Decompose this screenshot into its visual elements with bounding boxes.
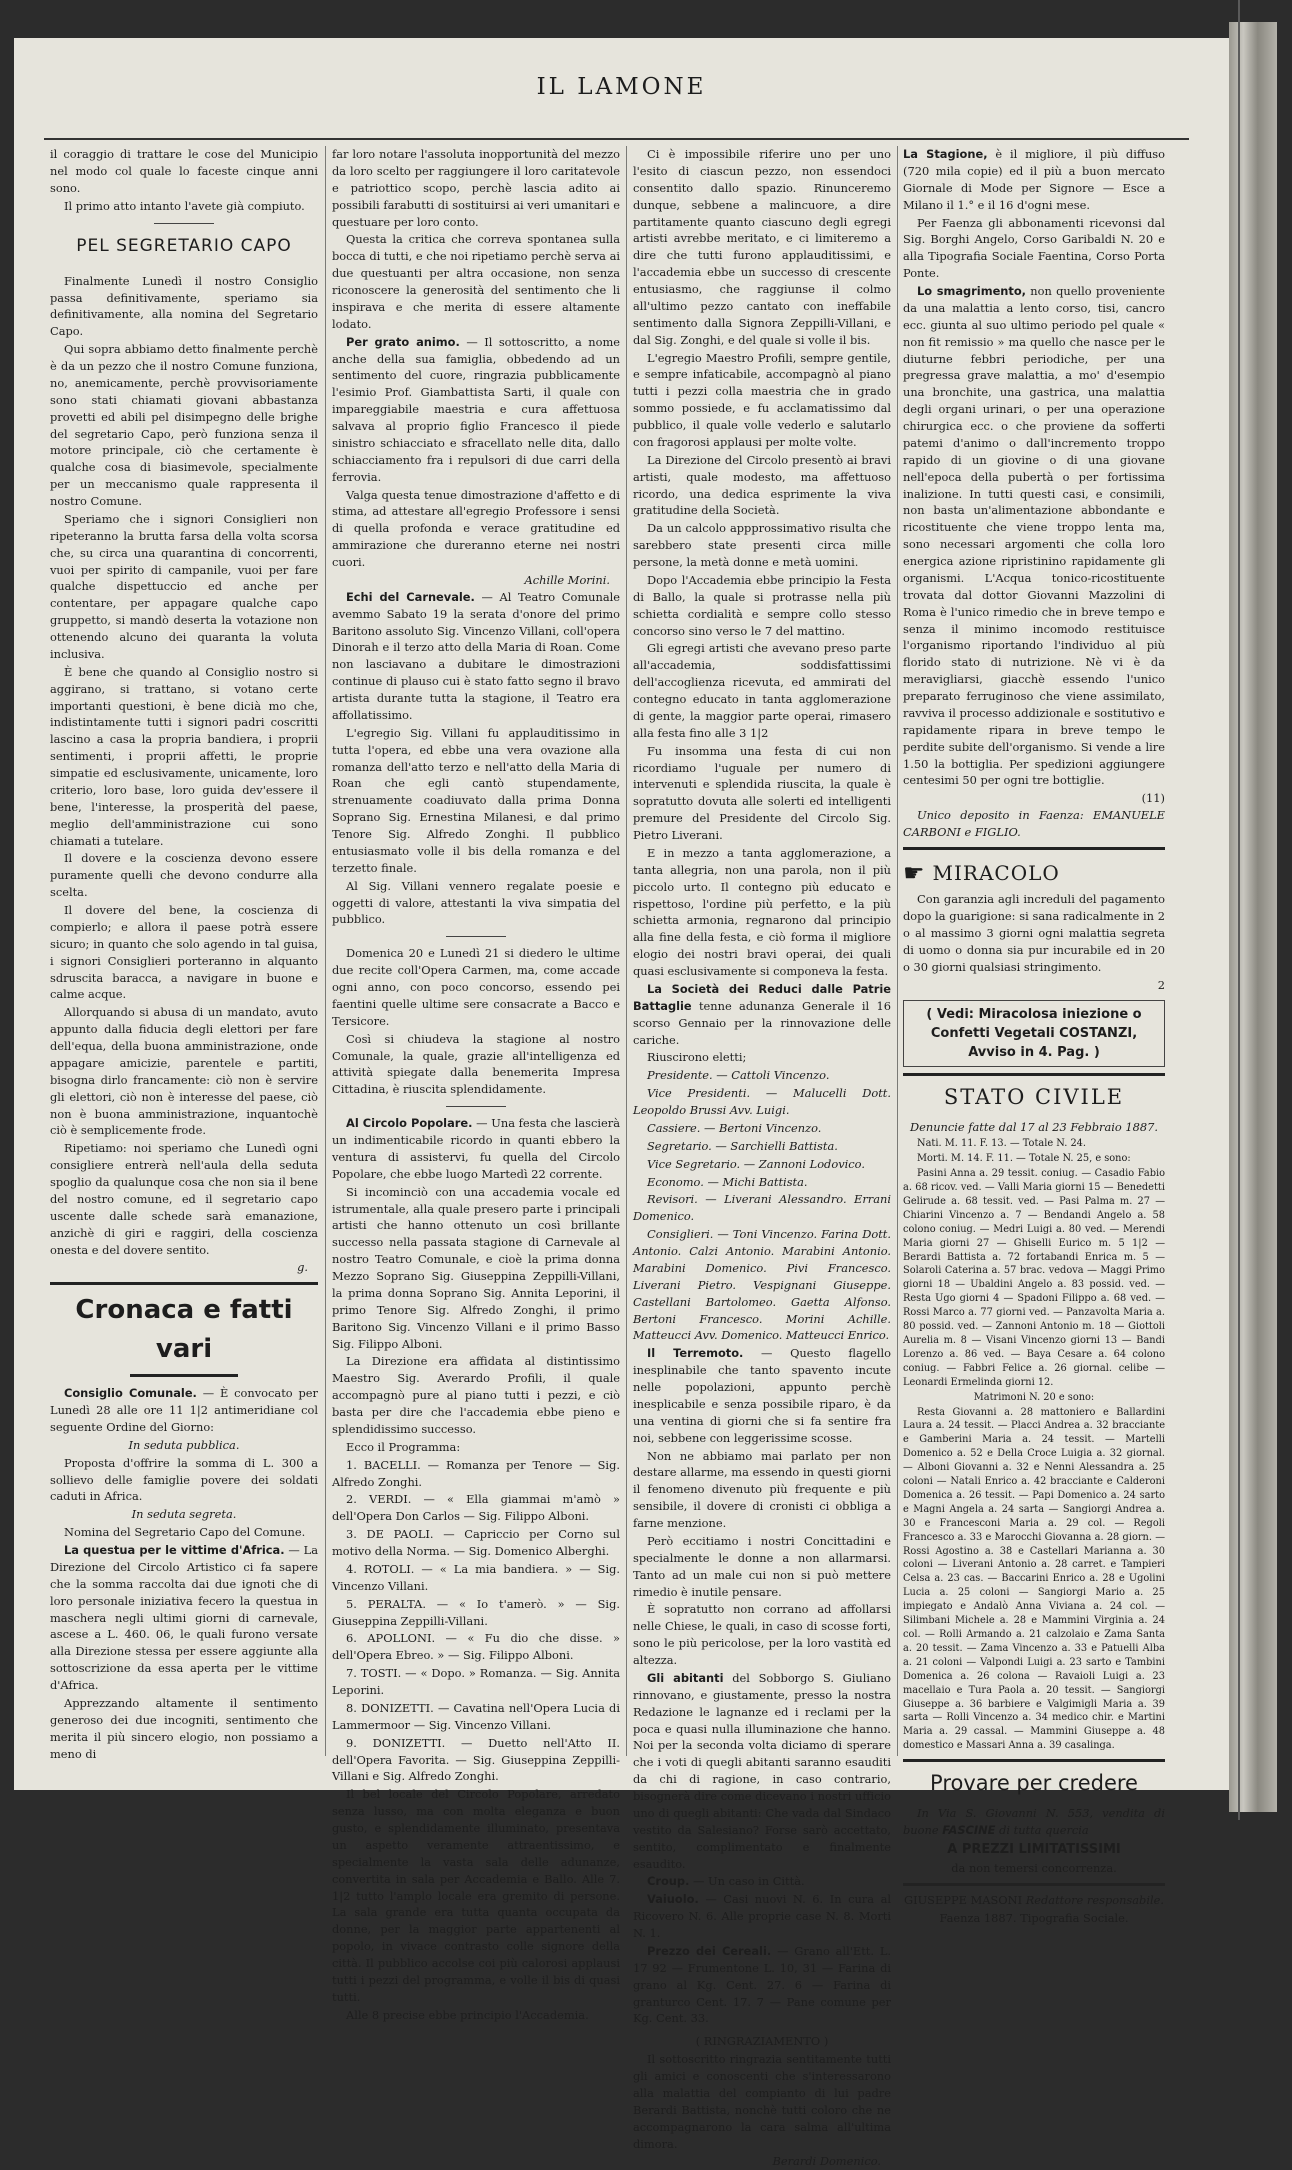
section-rule [903, 1883, 1165, 1886]
column-2 [332, 146, 621, 2022]
paragraph: Si incominciò con una accademia vocale ed istrumentale, alla quale presero parte i principali artisti che hanno ottenuto un così brillante successo nella passata stagione di Carnevale al nostro Teatro Comunale, e cioè la prima donna Mezzo Soprano Sig. Giuseppina Zeppilli-Villani, la prima donna Soprano Sig. Annita Leporini, il primo Tenore Sig. Alfredo Zonghi, il primo Baritono Sig. Vincenzo Villani e il primo Basso Sig. Filippo Alboni. [332, 1184, 620, 1351]
miracle-ad [903, 856, 1165, 892]
column-3 [633, 146, 892, 2169]
paragraph: Nomina del Segretario Capo del Comune. [64, 1525, 306, 1540]
paragraph: È bene che quando al Consiglio nostro si aggirano, si trattano, si votano certe importanti questioni, è bene dicià mo che, indistintamente tutti i signori padri coscritti lascino a casa la propria bandiera, i proprii sentimenti, i proprii affetti, le proprie simpatie ed esclusivamente, unicamente, loro criterio, loro base, loro guida dev'essere il bene, l'interesse, la prosperità del paese, meglio dell'amministrazione cui sono chiamati a tutelare. [50, 664, 318, 848]
marriages-list: Resta Giovanni a. 28 mattoniero e Ballardini Laura a. 24 tessit. — Placci Andrea a. 32 bracciante e Gamberini Maria a. 24 tessit. — Martelli Domenico a. 52 e Della Croce Luigia a. 32 giornal. — Alboni Giovanni a. 32 e Nenni Alessandra a. 25 coloni — Natali Enrico a. 42 bracciante e Calderoni Domenica a. 26 tessit. — Papi Domenico a. 24 sarto e Magni Angela a. 24 sarta — Sangiorgi Andrea a. 30 e Francesconi Maria a. 29 col. — Regoli Francesco a. 33 e Marocchi Giovanna a. 28 giorn. — Rossi Agostino a. 38 e Castellari Marianna a. 30 coloni — Liverani Antonio a. 28 carret. e Tampieri Celsa a. 23 cas. — Baccarini Enrico a. 28 e Ugolini Lucia a. 25 coloni — Sangiorgi Mario a. 25 impiegato e Andalò Anna Viviana a. 24 col. — Silimbani Michele a. 28 e Mammini Virginia a. 24 col. — Rolli Armando a. 21 calzolaio e Zama Santa a. 20 tessit. — Zama Vincenzo a. 33 e Patuelli Alba a. 21 coloni — Valpondi Luigi a. 23 sarto e Tambini Domenica a. 26 colona — Ravaioli Luigi a. 23 macellaio e Tura Paola a. 20 tessit. — Sangiorgi Giuseppe a. 36 barbiere e Valgimigli Maria a. 39 sarta — Rolli Vincenzo a. 34 medico chir. e Martini Maria a. 29 cassal. — Mammini Giuseppe a. 48 domestico e Massari Anna a. 39 casalinga. [903, 1406, 1165, 1752]
marriages-line: Matrimoni N. 20 e sono: [973, 1391, 1095, 1403]
editor-name: GIUSEPPE MASONI [903, 1893, 1023, 1908]
ad-title: Provare per credere [930, 1771, 1138, 1796]
article-heading: PEL SEGRETARIO CAPO [76, 235, 292, 256]
paragraph: — Al Teatro Comunale avemmo Sabato 19 la serata d'onore del primo Baritono assoluto Sig. Vincenzo Villani, coll'opera Dinorah e il terzo atto della Maria di Roan. Come non lasciavano a dubitare le dimostrazioni continue di plauso cui è stato fatto segno il bravo artista durante tutta la stagione, il Teatro era affollatissimo. [332, 589, 621, 722]
paragraph: Dopo l'Accademia ebbe principio la Festa di Ballo, la quale si protrasse nella più schietta cordialità e sempre collo stesso concorso sino verso le 7 del mattino. [633, 572, 891, 638]
column-4 [903, 146, 1165, 1925]
item-title: Gli abitanti [647, 1670, 724, 1685]
paragraph: Speriamo che i signori Consiglieri non ripeteranno la brutta farsa della volta scorsa che, su circa una quarantina di concorrenti, vuoi per spirito di campanile, vuoi per fare qualche dispettuccio ed anche per contentare, per appagare qualche capo gruppetto, si mandò deserta la votazione non ottenendo alcuno dei quaranta la voluta inclusiva. [50, 511, 318, 661]
office-item: Presidente. — Cattoli Vincenzo. [647, 1068, 830, 1083]
paragraph: il coraggio di trattare le cose del Municipio nel modo col quale lo faceste cinque anni sono. [50, 147, 318, 195]
column-1 [50, 146, 319, 1761]
item-title: Prezzo dei Cereali. [647, 1943, 772, 1958]
notice-heading: ( RINGRAZIAMENTO ) [695, 2034, 829, 2049]
paragraph: L'egregio Maestro Profili, sempre gentile, e sempre infaticabile, accompagnò al piano tutti i pezzi colla maestria che in grado sommo possiede, e fu acclamatissimo dal pubblico, il quale volle vederlo e salutarlo con fragorosi applausi per molte volte. [633, 350, 891, 449]
paragraph: — Un caso in Città. [693, 1874, 805, 1889]
paragraph: Riuscirono eletti; [647, 1050, 747, 1065]
paragraph: tenne adunanza Generale il 16 scorso Gennaio per la rinnovazione delle cariche. [633, 998, 891, 1047]
paragraph: Finalmente Lunedì il nostro Consiglio passa definitivamente, speriamo sia definitivamente, alla nomina del Segretario Capo. [50, 273, 318, 339]
masthead: IL LAMONE [536, 74, 707, 100]
births-line: Nati. M. 11. F. 13. — Totale N. 24. [917, 1138, 1087, 1150]
paragraph: Il bel locale del Circolo Popolare, arredato senza lusso, ma con molta eleganza e buon gusto, e splendidamente illuminato, presentava un aspetto veramente attraentissimo, e specialmente la vasta sala delle adunanze, convertita in sala per Accademia e Ballo. Alle 7. 1|2 tutto l'amplo locale era gremito di persone. La sala grande era tutta quanta occupata da donne, per la maggior parte appartenenti al popolo, in vivace contrasto colle signore della città. Il pubblico accolse coi più calorosi applausi tutti i pezzi del programma, e volle il bis di quasi tutti. [332, 1787, 620, 2004]
item-title: Consiglio Comunale. [64, 1386, 197, 1401]
item-title: Il Terremoto. [647, 1346, 744, 1361]
office-item: Revisori. — Liverani Alessandro. Errani Domenico. [633, 1192, 891, 1224]
binding-line [1238, 0, 1240, 1820]
paragraph: Così si chiudeva la stagione al nostro Comunale, la quale, grazie all'intelligenza ed attività spiegate dalla benemerita Impresa Cittadina, è riuscita splendidamente. [332, 1031, 620, 1097]
paragraph: Ripetiamo: noi speriamo che Lunedì ogni consigliere entrerà nell'aula della seduta spoglio da qualunque cosa che non sia il bene del nostro comune, ed il segretario capo uscente dalle schede sarà emanazione, anzichè di giri e raggiri, della coscienza onesta e del dovere sentito. [50, 1141, 318, 1257]
newspaper-page [14, 38, 1229, 2169]
section-rule [130, 1374, 237, 1377]
item-title: Vaiuolo. [647, 1892, 699, 1907]
column-divider [626, 146, 627, 1756]
paragraph: Fu insomma una festa di cui non ricordiamo l'uguale per numero di intervenuti e splendida riuscita, la quale è sopratutto dovuta alle solerti ed intelligenti premure del Presidente del Circolo Sig. Pietro Liverani. [633, 743, 891, 842]
paragraph: È sopratutto non corrano ad affollarsi nelle Chiese, le quali, in caso di scosse forti, sono le più pericolose, per la loro vastità ed altezza. [633, 1602, 891, 1667]
deaths-line: Morti. M. 14. F. 11. — Totale N. 25, e sono: [917, 1153, 1131, 1165]
paragraph: Però eccitiamo i nostri Concittadini e specialmente le donne a non allarmarsi. Tanto ad un male cui non si può mettere rimedio è inutile pensare. [633, 1533, 891, 1599]
editor-role: Redattore responsabile. [1025, 1893, 1164, 1908]
paragraph: — La Direzione del Circolo Artistico ci fa sapere che la somma raccolta dai due ignoti che di loro personale iniziativa fecero la questua in maschera negli ultimi giorni di carnevale, ascese a L. 460. 06, le quali furono versate alla Direzione stessa per essere aggiunte alla sottoscrizione da essa aperta per le vittime d'Africa. [50, 1543, 319, 1693]
column-divider [897, 146, 898, 1756]
paragraph: Proposta d'offrire la somma di L. 300 a sollievo delle famiglie povere dei soldati caduti in Africa. [50, 1455, 318, 1504]
paragraph: — È convocato per Lunedì 28 alle ore 11 1|2 antimeridiane col seguente Ordine del Giorno: [50, 1386, 318, 1434]
paragraph: Il sottoscritto ringrazia sentitamente tutti gli amici e conoscenti che s'interessarono alla malattia del compianto di lui padre Berardi Battista, nonchè tutti coloro che ne accompagnarono la cara salma all'ultima dimora. [633, 2052, 891, 2151]
pointing-hand-icon: ☛ [903, 858, 925, 887]
paragraph: Gli egregi artisti che avevano preso parte all'accademia, soddisfattissimi dell'accoglienza ricevuta, ed ammirati del contegno educato in tanta agglomerazione di gente, la maggior parte operai, rimasero alla festa fino alle 3 1|2 [633, 641, 891, 740]
ad-number: (11) [1141, 791, 1165, 806]
paragraph: Per Faenza gli abbonamenti ricevonsi dal Sig. Borghi Angelo, Corso Garibaldi N. 20 e alla Tipografia Sociale Faentina, Corso Porta Ponte. [903, 215, 1165, 281]
paragraph: Ecco il Programma: [346, 1439, 461, 1454]
section-rule [903, 847, 1165, 850]
signature: Berardi Domenico. [772, 2154, 881, 2169]
separator [446, 936, 506, 937]
paragraph: — Grano all'Ett. L. 17 92 — Frumentone L. 10, 31 — Farina di grano al Kg. Cent. 27. 6 — Farina di granturco Cent. 17. 7 — Pane comune per Kg. Cent. 33. [633, 1943, 892, 2026]
paragraph: del Sobborgo S. Giuliano rinnovano, e giustamente, presso la nostra Redazione le lagnanze ed i reclami per la poca e quasi nulla illuminazione che hanno. Noi per la seconda volta diciamo di sperare che i voti di quegli abitanti saranno esauditi da chi di ragione, in caso contrario, bisognerà dire come dicevano i nostri ufficio uno di quegli abitanti: Che vada dal Sindaco vestito da Salesiano? Forse sarò accettato, sentito, complimentato e finalmente esaudito. [633, 1670, 891, 1871]
office-item: Economo. — Michi Battista. [647, 1174, 808, 1189]
paragraph: La Direzione era affidata al distintissimo Maestro Sig. Averardo Profili, il quale accompagnò pure al piano tutti i pezzi, e ciò basta per dire che l'accademia ebbe pieno e splendidissimo successo. [332, 1354, 620, 1436]
program-item: 5. PERALTA. — « Io t'amerò. » — Sig. Giuseppina Zeppilli-Villani. [332, 1596, 620, 1628]
paragraph: è il migliore, il più diffuso (720 mila copie) ed il più a buon mercato Giornale di Mode per Signore — Esce a Milano il 1.° e il 16 d'ogni mese. [903, 147, 1165, 212]
office-item: Segretario. — Sarchielli Battista. [647, 1138, 838, 1153]
program-item: 9. DONIZETTI. — Duetto nell'Atto II. dell'Opera Favorita. — Sig. Giuseppina Zeppilli-Villani e Sig. Alfredo Zonghi. [332, 1735, 620, 1784]
program-item: 3. DE PAOLI. — Capriccio per Corno sul motivo della Norma. — Sig. Domenico Alberghi. [332, 1527, 620, 1558]
ad-text: di tutta quercia [999, 1823, 1089, 1838]
item-title: Croup. [647, 1874, 690, 1889]
paragraph: Domenica 20 e Lunedì 21 si diedero le ultime due recite coll'Opera Carmen, ma, come accade ogni anno, con poco concorso, essendo pei faentini quelle ultime sere consacrate a Bacco e Tersicore. [332, 946, 620, 1028]
section-heading: STATO CIVILE [943, 1085, 1125, 1110]
separator [154, 223, 214, 224]
paragraph: Unico deposito in Faenza: EMANUELE CARBONI e FIGLIO. [903, 808, 1165, 839]
item-title: La questua per le vittime d'Africa. [64, 1543, 285, 1558]
signature: g. [297, 1260, 308, 1275]
paragraph: Il dovere del bene, la coscienza di compierlo; e allora il paese potrà essere sicuro; in quanto che solo agendo in tal guisa, i signori Consiglieri porteranno in alquanto sdruscita baracca, a navigare in buone e calme acque. [50, 903, 318, 1002]
ad-text: A PREZZI LIMITATISSIMI [947, 1842, 1121, 1857]
subheading: In seduta segreta. [131, 1507, 237, 1522]
office-item: Vice Presidenti. — Malucelli Dott. Leopoldo Brussi Avv. Luigi. [633, 1086, 891, 1117]
paragraph: — Casi nuovi N. 6. In cura al Ricovero N. 6. Alle proprie case N. 8. Morti N. 1. [633, 1892, 891, 1940]
paragraph: Da un calcolo appprossimativo risulta che sarebbero state presenti circa mille persone, la metà donne e metà uomini. [633, 521, 891, 569]
ad-text: In Via S. Giovanni N. 553, vendita di buone [903, 1806, 1165, 1838]
ad-number: 2 [1157, 977, 1165, 992]
separator [446, 1106, 506, 1107]
paragraph: Alle 8 precise ebbe principio l'Accademia. [346, 2007, 589, 2022]
section-rule [50, 1282, 318, 1285]
program-item: 4. ROTOLI. — « La mia bandiera. » — Sig. Vincenzo Villani. [332, 1561, 620, 1593]
program-item: 8. DONIZETTI. — Cavatina nell'Opera Lucia di Lammermoor — Sig. Vincenzo Villani. [332, 1700, 620, 1732]
program-item: 1. BACELLI. — Romanza per Tenore — Sig. Alfredo Zonghi. [332, 1457, 620, 1489]
column-divider [325, 146, 326, 1756]
paragraph: Qui sopra abbiamo detto finalmente perchè è da un pezzo che il nostro Comune funziona, no, anemicamente, perchè provvisoriamente sono stati chiamati giovani abbastanza provetti ed abili pel disimpegno delle brighe del segretario Capo, però funziona senza il motore principale, ciò che certamente è qualche cosa di biasimevole, specialmente per un meccanismo quale rappresenta il nostro Comune. [50, 342, 318, 509]
office-item: Consiglieri. — Toni Vincenzo. Farina Dott. Antonio. Calzi Antonio. Marabini Antonio. Marabini Domenico. Pivi Francesco. Liverani Pietro. Vespignani Giuseppe. Castellani Bartolomeo. Gaetta Alfonso. Bertoni Francesco. Morini Achille. Matteucci Avv. Domenico. Matteucci Enrico. [633, 1227, 891, 1343]
office-item: Cassiere. — Bertoni Vincenzo. [647, 1120, 822, 1135]
paragraph: Con garanzia agli increduli del pagamento dopo la guarigione: si sana radicalmente in 2 o al massimo 3 giorni ogni malattia segreta di uomo o donna sia pur incurabile ed in 20 o 30 giorni qualsiasi stringimento. [903, 892, 1165, 974]
paragraph: Valga questa tenue dimostrazione d'affetto e di stima, ad attestare all'egregio Professore i sensi di quella profonda e verace gratitudine ed ammirazione che dureranno eterne nei nostri cuori. [332, 487, 620, 569]
paragraph: Questa la critica che correva spontanea sulla bocca di tutti, e che noi ripetiamo perchè serva ai due questuanti per altra occasione, non senza riconoscere la generosità del sentimento che li inspirava e che merita di essere altamente lodato. [332, 232, 621, 331]
header-rule [44, 138, 1189, 140]
program-item: 2. VERDI. — « Ella giammai m'amò » dell'Opera Don Carlos — Sig. Filippo Alboni. [332, 1492, 620, 1524]
paragraph: — Una festa che lascierà un indimenticabile ricordo in quanti ebbero la ventura di assistervi, fu quella del Circolo Popolare, che ebbe luogo Martedì 22 corrente. [332, 1116, 621, 1181]
ad-text: da non temersi concorrenza. [951, 1861, 1117, 1876]
section-rule [903, 1073, 1165, 1076]
paragraph: Allorquando si abusa di un mandato, avuto appunto dalla fiducia degli elettori per fare dell'equa, della buona amministrazione, onde appagare amicizie, parentele e partiti, bisogna dirlo francamente: ciò non è servire gli elettori, ciò non è interesse del paese, ciò non è buona amministrazione, inquantochè ciò è semplicemente frode. [50, 1005, 318, 1138]
paragraph: Ci è impossibile riferire uno per uno l'esito di ciascun pezzo, non essendoci consentito dallo spazio. Rinunceremo dunque, sebbene a malincuore, a dire partitamente quanto ciascuno degli egregi artisti avrebbe meritato, e ci limiteremo a dire che tutti furono applauditissimi, e l'accademia ebbe un successo di crescente entusiasmo, che raggiunse il colmo all'ultimo pezzo cantato con ineffabile sentimento dalla Signora Zeppilli-Villani, e dal Sig. Zonghi, e del quale si volle il bis. [633, 147, 891, 347]
item-title: La Stagione, [903, 147, 988, 161]
deaths-list: Pasini Anna a. 29 tessit. coniug. — Casadio Fabio a. 68 ricov. ved. — Valli Maria giorni 15 — Benedetti Gelirude a. 68 tessit. ved. — Pasi Palma m. 27 — Chiarini Vincenzo a. 7 — Bendandi Angelo a. 58 colono coniug. — Medri Luigi a. 80 ved. — Merendi Maria giorni 27 — Ghiselli Eurico m. 5 1|2 — Berardi Battista a. 72 fortabandi Enrica m. 5 — Solaroli Caterina a. 57 brac. vedova — Maggi Primo giorni 18 — Ubaldini Angelo a. 83 possid. ved. — Resta Ugo giorni 4 — Spadoni Filippo a. 68 ved. — Rossi Marco a. 77 giorni ved. — Panzavolta Maria a. 80 possid. ved. — Zannoni Antonio m. 18 — Giottoli Aurelia m. 8 — Visani Vincenzo giorni 13 — Bandi Lorenzo a. 86 ved. — Baya Cesare a. 64 colono coniug. — Fabbri Felice a. 26 giornal. celibe — Leonardi Ermelinda giorni 12. [903, 1168, 1165, 1388]
paragraph: Al Sig. Villani vennero regalate poesie e oggetti di valore, attestanti la viva simpatia del pubblico. [332, 878, 620, 927]
subheading: Denuncie fatte dal 17 al 23 Febbraio 1887. [910, 1120, 1158, 1135]
page-edge [1229, 22, 1277, 1812]
ad-title: MIRACOLO [932, 860, 1060, 885]
subheading: In seduta pubblica. [128, 1437, 240, 1452]
paragraph: La Direzione del Circolo presentò ai bravi artisti, quale modesto, ma affettuoso ricordo, una dedica esprimente la viva gratitudine della Società. [633, 452, 891, 518]
item-title: Al Circolo Popolare. [346, 1116, 473, 1131]
paragraph: Apprezzando altamente il sentimento generoso dei due incogniti, sentimento che merita il più sincero elogio, non possiamo a meno di [50, 1695, 318, 1761]
program-item: 6. APOLLONI. — « Fu dio che disse. » dell'Opera Ebreo. » — Sig. Filippo Alboni. [332, 1631, 620, 1663]
program-item: 7. TOSTI. — « Dopo. » Romanza. — Sig. Annita Leporini. [332, 1666, 620, 1697]
paragraph: far loro notare l'assoluta inopportunità del mezzo da loro scelto per raggiungere il loro caritatevole e patriottico scopo, perchè lascia adito ai possibili farabutti di sostituirsi ai veri umanitari e questuare per loro conto. [332, 147, 620, 229]
ad-text: FASCINE [942, 1823, 996, 1838]
paragraph: Il primo atto intanto l'avete già compiuto. [64, 198, 305, 213]
section-rule [903, 1759, 1165, 1762]
paragraph: E in mezzo a tanta agglomerazione, a tanta allegria, non una parola, non il più piccolo urto. Il contegno più educato e rispettoso, l'ordine più perfetto, e la più schietta armonia, regnarono dal principio alla fine della festa, e ciò forma il migliore elogio dei nostri bravi operai, dei quali quasi esclusivamente si componeva la festa. [633, 845, 891, 978]
section-heading: Cronaca e fatti vari [75, 1295, 293, 1364]
item-title: Per grato animo. [346, 334, 460, 349]
paragraph: — Questo flagello inesplinabile che tanto spavento incute nelle popolazioni, appunto perchè inesplicabile e senza possibile riparo, è da una ventina di giorni che si fa sentire fra noi, sebbene con leggerissime scosse. [633, 1346, 891, 1445]
paragraph: Non ne abbiamo mai parlato per non destare allarme, ma essendo in questi giorni il fenomeno divenuto più frequente e più sensibile, il dovere di cronisti ci obbliga a farne menzione. [633, 1448, 891, 1530]
see-notice-box: ( Vedi: Miracolosa iniezione o Confetti Vegetali COSTANZI, Avviso in 4. Pag. ) [903, 1000, 1165, 1068]
printer-line: Faenza 1887. Tipografia Sociale. [939, 1910, 1129, 1925]
paragraph: L'egregio Sig. Villani fu applauditissimo in tutta l'opera, ed ebbe una vera ovazione alla romanza dell'atto terzo e nell'atto della Maria di Roan che egli cantò stupendamente, strenuamente coadiuvato dalla prima Donna Soprano Sig. Ernestina Milanesi, e dal primo Tenore Sig. Alfredo Zonghi. Il pubblico entusiasmato volle il bis della romanza e del terzetto finale. [332, 725, 620, 875]
item-title: La Società dei Reduci dalle Patrie Battaglie [633, 981, 891, 1013]
paragraph: Il dovere e la coscienza devono essere puramente quelli che devono condurre alla scelta. [50, 851, 318, 900]
paragraph: — Il sottoscritto, a nome anche della sua famiglia, obbedendo ad un sentimento del cuore, ringrazia pubblicamente l'esimio Prof. Giambattista Sarti, il quale con impareggiabile maestria e cura affettuosa salvava al proprio figlio Francesco il piede sinistro schiacciato e sfracellato nelle dita, dallo schiacciamento fra i repulsori di due carri della ferrovia. [332, 334, 620, 484]
item-title: Echi del Carnevale. [346, 589, 475, 604]
office-item: Vice Segretario. — Zannoni Lodovico. [647, 1156, 865, 1171]
paragraph: non quello proveniente da una malattia a lento corso, tisi, cancro ecc. giunta al suo ultimo periodo pel quale « non fit remissio » ma quello che nasce per le diuturne febbri periodiche, per una pregressa grave malattia, a mo' d'esempio una bronchite, una gastrica, una malattia degli organi urinari, o per una operazione chirurgica ecc. o che proviene da sofferti patemi d'animo o dall'incremento troppo rapido di un giovine o di una giovane nell'epoca della pubertà o per fortissima inalizione. In tutti questi casi, e consimili, non basta un'alimentazione abbondante e ricostituente che viene troppo lenta ma, sono necessari argomenti che colla loro energica azione ripristinino rapidamente gli organismi. L'Acqua tonico-ricostituente trovata dal dottor Giovanni Mazzolini di Roma è l'unico rimedio che in breve tempo e senza il minimo incomodo restituisce l'organismo riportando l'individuo al più florido stato di nutrizione. Nè vi è da meravigliarsi, giacchè essendo l'unico preparato ferruginoso che viene assimilato, ravviva il processo addizionale e sostitutivo e rapidamente ripara in breve tempo le perdite subite dell'organismo. Si vende a lire 1.50 la bottiglia. Per spedizioni aggiungere centesimi 50 per ogni tre bottiglie. [903, 284, 1165, 788]
signature: Achille Morini. [524, 572, 610, 587]
item-title: Lo smagrimento, [917, 284, 1027, 298]
